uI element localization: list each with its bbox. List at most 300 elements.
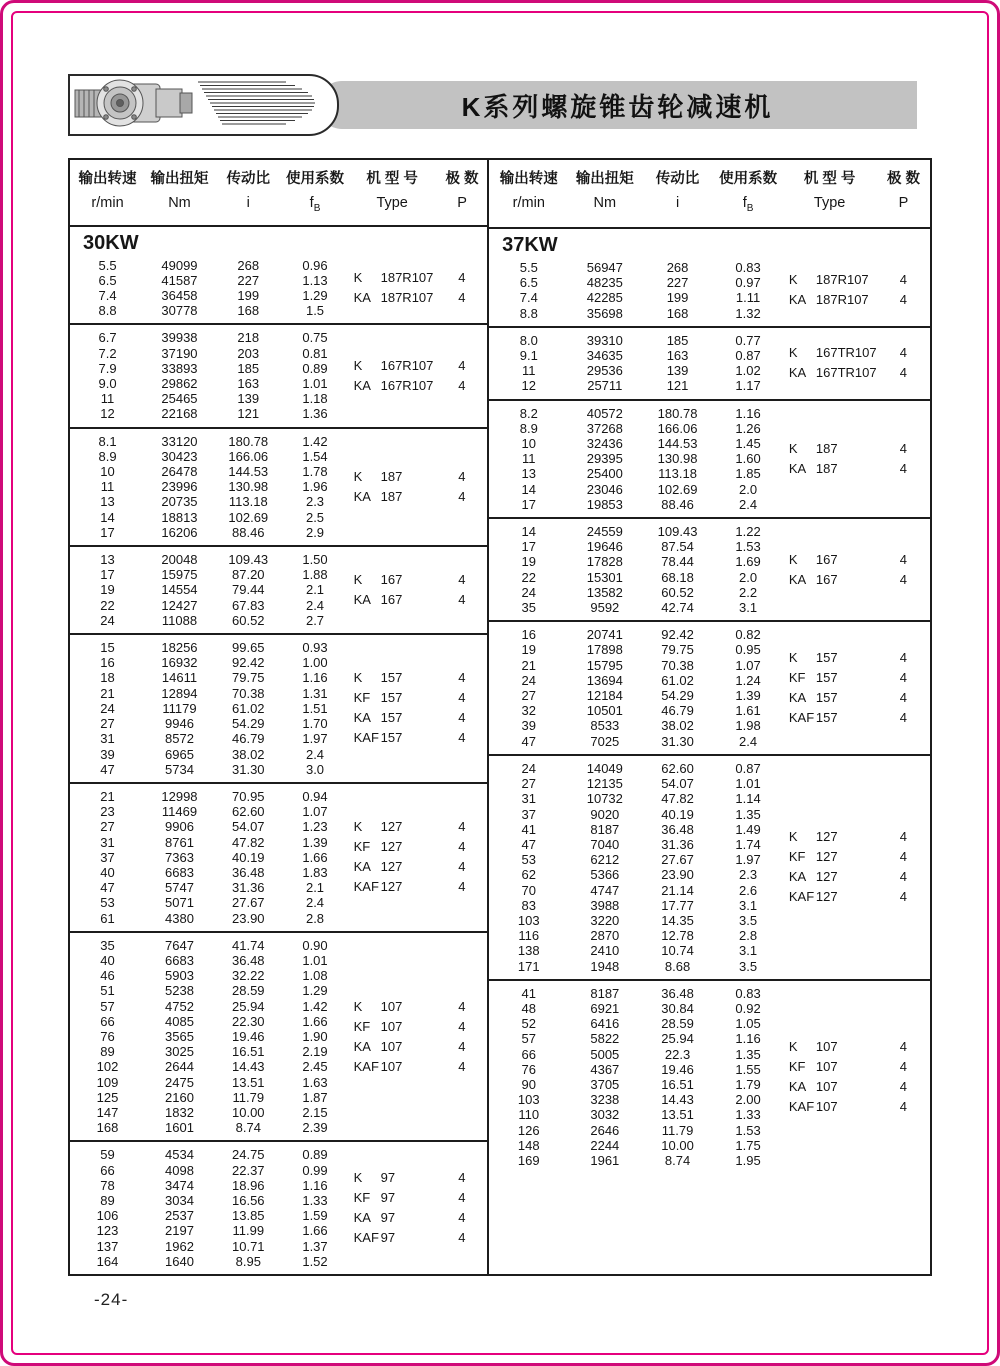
factor-cell: 1.83: [302, 864, 328, 880]
type-row: [347, 688, 487, 708]
col-ratio-cn: 传动比: [655, 171, 700, 187]
torque-cell: 2644: [165, 1059, 194, 1075]
poles-cell: 4: [899, 829, 907, 845]
speed-cell: 53: [521, 852, 536, 868]
ratio-cell: 199: [237, 288, 260, 304]
speed-cell: 89: [100, 1044, 115, 1060]
poles-cell: 4: [899, 710, 907, 726]
ratio-cell: 227: [237, 272, 260, 288]
torque-cell: 56947: [586, 260, 623, 275]
type-block: [782, 343, 930, 383]
model-cell: [347, 688, 436, 708]
ratio-cell: 19.46: [232, 1028, 265, 1044]
speed-cell: 61: [100, 910, 115, 926]
model-prefix: KF: [353, 1190, 371, 1206]
speed-cell: 5.5: [519, 260, 538, 275]
torque-cell: 2160: [165, 1089, 194, 1105]
type-row: [782, 867, 930, 887]
table-body-30kw: [70, 227, 487, 1274]
speed-cell: 48: [521, 1000, 536, 1016]
col-speed-unit: r/min: [512, 195, 545, 211]
factor-cell: 1.79: [735, 1076, 761, 1092]
table-row: [70, 525, 487, 540]
spec-section: [70, 323, 487, 426]
model-cell: [782, 550, 877, 570]
model-size: 127: [815, 829, 838, 845]
speed-cell: 66: [100, 1013, 115, 1029]
col-poles-unit: P: [898, 195, 909, 211]
torque-cell: 5005: [590, 1046, 620, 1062]
model-cell: [347, 1168, 436, 1188]
speed-cell: 22: [100, 597, 115, 613]
factor-cell: 3.0: [305, 761, 325, 777]
model-size: 107: [815, 1038, 838, 1054]
model-size: 157: [380, 690, 403, 706]
factor-cell: 1.16: [735, 1031, 761, 1047]
poles-cell: 4: [899, 1038, 907, 1054]
speed-cell: 110: [518, 1107, 540, 1123]
factor-cell: 1.01: [302, 376, 328, 392]
torque-cell: 1961: [590, 1152, 620, 1168]
torque-cell: 14554: [161, 582, 198, 598]
speed-cell: 109: [96, 1074, 119, 1090]
type-row: [782, 363, 930, 383]
model-size: 107: [380, 1018, 403, 1034]
factor-cell: 1.33: [302, 1192, 328, 1208]
torque-cell: 10732: [586, 791, 623, 807]
factor-cell: 2.5: [305, 509, 325, 525]
ratio-cell: 61.02: [661, 672, 694, 688]
ratio-cell: 163: [666, 348, 689, 364]
speed-cell: 15: [100, 640, 115, 656]
speed-cell: 8.9: [98, 448, 117, 464]
speed-cell: 57: [100, 998, 115, 1014]
table-37kw: [487, 160, 930, 1274]
speed-cell: 52: [521, 1016, 536, 1032]
type-row: [782, 648, 930, 668]
model-cell: [347, 708, 436, 728]
speed-cell: 24: [100, 700, 115, 716]
model-prefix: KA: [353, 592, 371, 608]
model-size: 157: [815, 670, 838, 686]
torque-cell: 5366: [590, 867, 620, 883]
speed-cell: 7.4: [98, 288, 117, 304]
type-row: [782, 1037, 930, 1057]
ratio-cell: 28.59: [232, 983, 265, 999]
torque-cell: 5238: [165, 983, 194, 999]
table-row: [70, 613, 487, 628]
factor-cell: 2.3: [305, 494, 325, 510]
type-block: [347, 1168, 487, 1248]
torque-cell: 29395: [586, 451, 623, 467]
model-size: 127: [380, 859, 403, 875]
poles-cell: 4: [458, 358, 466, 374]
speed-cell: 40: [100, 864, 115, 880]
ratio-cell: 21.14: [661, 882, 694, 898]
poles-cell: 4: [899, 650, 907, 666]
table-row: [70, 449, 487, 464]
ratio-cell: 60.52: [661, 584, 694, 600]
model-prefix: KA: [353, 1210, 371, 1226]
ratio-cell: 8.68: [664, 958, 691, 974]
product-image-box: [68, 74, 339, 136]
speed-cell: 39: [100, 746, 115, 762]
speed-cell: 19: [521, 642, 536, 658]
speed-cell: 66: [100, 1162, 115, 1178]
factor-cell: 1.51: [302, 700, 328, 716]
speed-cell: 47: [100, 761, 115, 777]
spec-section: [70, 427, 487, 545]
speed-cell: 8.0: [519, 332, 538, 348]
model-cell: [782, 290, 877, 310]
model-cell: [782, 459, 877, 479]
ratio-cell: 25.94: [232, 998, 265, 1014]
torque-cell: 25465: [161, 391, 198, 407]
model-cell: [347, 487, 436, 507]
table-row: [489, 959, 930, 974]
factor-cell: 0.92: [735, 1000, 761, 1016]
col-type-cn: 机 型 号: [366, 171, 418, 187]
factor-cell: 1.60: [735, 451, 761, 467]
model-prefix: KA: [353, 378, 371, 394]
model-prefix: K: [788, 829, 798, 845]
table-row: [489, 761, 930, 776]
factor-cell: 1.55: [735, 1061, 761, 1077]
torque-cell: 18256: [161, 640, 198, 656]
model-prefix: KA: [353, 859, 371, 875]
torque-cell: 37190: [161, 345, 198, 361]
page-header: [68, 74, 932, 136]
table-row: [489, 913, 930, 928]
speed-cell: 27: [521, 688, 536, 704]
speed-cell: 7.2: [98, 345, 117, 361]
factor-cell: 1.63: [302, 1074, 328, 1090]
ratio-cell: 54.07: [232, 819, 265, 835]
speed-cell: 31: [100, 834, 115, 850]
torque-cell: 4085: [165, 1013, 194, 1029]
type-row: [347, 1188, 487, 1208]
model-cell: [347, 1057, 436, 1077]
factor-cell: 0.96: [302, 257, 328, 273]
poles-cell: 4: [458, 290, 466, 306]
ratio-cell: 130.98: [228, 479, 269, 495]
factor-cell: 1.37: [302, 1238, 328, 1254]
factor-cell: 2.8: [739, 928, 758, 944]
poles-cell: 4: [458, 1210, 466, 1226]
torque-cell: 3474: [165, 1177, 194, 1193]
torque-cell: 2870: [590, 928, 620, 944]
factor-cell: 1.53: [735, 539, 761, 555]
ratio-cell: 12.78: [661, 928, 694, 944]
ratio-cell: 109.43: [657, 524, 698, 540]
ratio-cell: 23.90: [661, 867, 694, 883]
speed-cell: 76: [521, 1061, 536, 1077]
torque-cell: 22168: [161, 406, 198, 422]
col-torque-cn: 输出扭矩: [150, 171, 209, 187]
model-cell: [347, 1228, 436, 1248]
table-row: [489, 524, 930, 539]
ratio-cell: 70.38: [232, 685, 265, 701]
model-cell: [782, 847, 877, 867]
ratio-cell: 113.18: [658, 466, 697, 482]
type-row: [347, 487, 487, 507]
speed-cell: 17: [100, 567, 115, 583]
model-cell: [347, 817, 436, 837]
model-cell: [782, 668, 877, 688]
speed-cell: 9.1: [519, 348, 538, 364]
ratio-cell: 218: [237, 330, 260, 346]
speed-cell: 62: [521, 867, 536, 883]
table-row: [70, 911, 487, 926]
model-prefix: K: [788, 345, 798, 361]
factor-cell: 0.83: [735, 985, 761, 1001]
factor-cell: 0.81: [302, 345, 328, 361]
col-poles-cn: 极 数: [886, 171, 920, 187]
torque-cell: 5822: [590, 1031, 620, 1047]
torque-cell: 2475: [165, 1074, 194, 1090]
factor-cell: 1.85: [735, 466, 761, 482]
table-row: [70, 747, 487, 762]
page-title: K系列螺旋锥齿轮减速机: [461, 91, 774, 122]
torque-cell: 8761: [165, 834, 194, 850]
factor-cell: 1.42: [302, 998, 328, 1014]
factor-cell: 2.9: [305, 524, 325, 540]
poles-cell: 4: [899, 1098, 907, 1114]
model-prefix: KF: [788, 849, 806, 865]
model-prefix: KF: [788, 1058, 806, 1074]
speed-cell: 22: [521, 569, 536, 585]
poles-cell: 4: [458, 572, 466, 588]
poles-cell: 4: [458, 839, 466, 855]
ratio-cell: 8.95: [235, 1253, 261, 1269]
speed-cell: 164: [96, 1253, 119, 1269]
torque-cell: 7363: [165, 849, 194, 865]
model-prefix: KAF: [788, 710, 815, 726]
torque-cell: 1601: [165, 1120, 194, 1136]
model-size: 127: [815, 889, 838, 905]
col-speed-cn: 输出转速: [499, 171, 558, 187]
factor-cell: 0.97: [735, 275, 761, 291]
speed-cell: 7.4: [519, 290, 538, 306]
speed-cell: 78: [100, 1177, 115, 1193]
model-cell: [347, 356, 436, 376]
poles-cell: 4: [458, 670, 466, 686]
poles-cell: 4: [458, 270, 466, 286]
model-cell: [782, 363, 877, 383]
spec-section: [489, 255, 930, 326]
model-cell: [782, 648, 877, 668]
factor-cell: 2.1: [305, 880, 325, 896]
speed-cell: 27: [521, 776, 536, 792]
table-row: [70, 434, 487, 449]
speed-cell: 23: [100, 804, 115, 820]
torque-cell: 3034: [165, 1192, 194, 1208]
ratio-cell: 102.69: [228, 509, 269, 525]
torque-cell: 17828: [586, 554, 623, 570]
speed-cell: 83: [521, 897, 536, 913]
factor-cell: 1.29: [302, 983, 328, 999]
poles-cell: 4: [458, 859, 466, 875]
model-prefix: K: [788, 551, 798, 567]
speed-cell: 53: [100, 895, 115, 911]
ratio-cell: 102.69: [657, 481, 698, 497]
ratio-cell: 163: [237, 376, 260, 392]
poles-cell: 4: [899, 345, 907, 361]
table-row: [70, 1075, 487, 1090]
model-prefix: K: [353, 1170, 363, 1186]
table-row: [70, 1147, 487, 1162]
speed-cell: 14: [521, 481, 536, 497]
model-size: 107: [815, 1078, 838, 1094]
model-cell: [782, 827, 877, 847]
type-row: [347, 1228, 487, 1248]
ratio-cell: 168: [237, 303, 260, 319]
model-size: 157: [815, 690, 838, 706]
col-ratio-unit: i: [246, 195, 250, 211]
ratio-cell: 130.98: [657, 451, 698, 467]
factor-cell: 1.22: [735, 524, 761, 540]
ratio-cell: 36.48: [232, 952, 265, 968]
speed-cell: 32: [521, 703, 536, 719]
model-cell: [782, 688, 877, 708]
torque-cell: 5903: [165, 968, 194, 984]
spec-section: [489, 979, 930, 1173]
torque-cell: 35698: [586, 305, 623, 321]
model-size: 127: [815, 849, 838, 865]
factor-cell: 1.88: [302, 567, 328, 583]
factor-cell: 1.02: [735, 363, 761, 379]
factor-cell: 1.29: [302, 288, 328, 304]
model-cell: [782, 439, 877, 459]
speed-cell: 147: [96, 1104, 119, 1120]
factor-cell: 1.07: [302, 804, 328, 820]
speed-cell: 37: [521, 806, 536, 822]
ratio-cell: 144.53: [228, 464, 269, 480]
factor-cell: 1.70: [302, 716, 328, 732]
ratio-cell: 30.84: [661, 1000, 694, 1016]
model-size: 107: [380, 1038, 403, 1054]
torque-cell: 39938: [161, 330, 198, 346]
torque-cell: 12427: [161, 597, 198, 613]
ratio-cell: 54.07: [661, 776, 694, 792]
type-row: [782, 887, 930, 907]
model-prefix: KA: [788, 292, 807, 308]
factor-cell: 0.89: [302, 1147, 328, 1163]
poles-cell: 4: [458, 819, 466, 835]
col-speed-cn: 输出转速: [78, 171, 137, 187]
poles-cell: 4: [458, 1038, 466, 1054]
speed-cell: 8.8: [98, 303, 117, 319]
factor-cell: 0.95: [735, 642, 761, 658]
model-size: 187: [380, 468, 403, 484]
factor-cell: 1.75: [735, 1137, 761, 1153]
col-ratio-cn: 传动比: [226, 171, 271, 187]
poles-cell: 4: [899, 1078, 907, 1094]
poles-cell: 4: [899, 889, 907, 905]
ratio-cell: 144.53: [657, 436, 698, 452]
factor-cell: 2.7: [305, 612, 325, 628]
table-row: [489, 600, 930, 615]
speed-cell: 11: [522, 451, 536, 467]
model-size: 127: [380, 839, 403, 855]
factor-cell: 0.94: [302, 788, 328, 804]
speed-cell: 16: [100, 655, 115, 671]
factor-cell: 0.89: [302, 360, 328, 376]
ratio-cell: 40.19: [232, 849, 265, 865]
speed-cell: 12: [100, 406, 115, 422]
speed-cell: 31: [521, 791, 536, 807]
speed-cell: 18: [100, 670, 115, 686]
poles-cell: 4: [899, 292, 907, 308]
poles-cell: 4: [899, 690, 907, 706]
speed-cell: 106: [96, 1208, 119, 1224]
factor-cell: 1.26: [735, 420, 761, 436]
ratio-cell: 180.78: [228, 433, 269, 449]
model-size: 187: [380, 488, 403, 504]
type-block: [347, 997, 487, 1077]
torque-cell: 1832: [165, 1104, 194, 1120]
model-prefix: KA: [788, 571, 807, 587]
model-prefix: K: [353, 270, 363, 286]
model-size: 97: [380, 1170, 396, 1186]
table-row: [489, 1123, 930, 1138]
speed-cell: 35: [521, 600, 536, 616]
torque-cell: 6212: [590, 852, 620, 868]
factor-cell: 1.33: [735, 1107, 761, 1123]
model-prefix: KA: [353, 290, 371, 306]
factor-cell: 3.5: [739, 958, 758, 974]
ratio-cell: 13.51: [661, 1107, 694, 1123]
model-cell: [347, 1208, 436, 1228]
type-row: [782, 1057, 930, 1077]
col-type-unit: Type: [813, 195, 846, 211]
spec-section: [70, 545, 487, 633]
factor-cell: 0.99: [302, 1162, 328, 1178]
poles-cell: 4: [458, 1230, 466, 1246]
ratio-cell: 79.75: [661, 642, 694, 658]
ratio-cell: 10.71: [232, 1238, 265, 1254]
ratio-cell: 180.78: [657, 405, 698, 421]
model-size: 167: [815, 551, 838, 567]
model-cell: [782, 343, 877, 363]
type-block: [782, 648, 930, 728]
factor-cell: 1.69: [735, 554, 761, 570]
torque-cell: 33893: [161, 360, 198, 376]
ratio-cell: 166.06: [657, 420, 698, 436]
torque-cell: 2410: [590, 943, 620, 959]
model-cell: [347, 1017, 436, 1037]
factor-cell: 1.11: [735, 290, 761, 306]
factor-cell: 1.05: [735, 1016, 761, 1032]
torque-cell: 29536: [586, 363, 623, 379]
torque-cell: 8187: [590, 985, 620, 1001]
poles-cell: 4: [458, 1058, 466, 1074]
torque-cell: 8572: [165, 731, 194, 747]
torque-cell: 49099: [161, 257, 198, 273]
type-row: [347, 590, 487, 610]
table-row: [489, 1153, 930, 1168]
factor-cell: 1.24: [735, 672, 761, 688]
speed-cell: 14: [521, 524, 536, 540]
factor-cell: 0.90: [302, 937, 328, 953]
factor-cell: 1.35: [735, 1046, 761, 1062]
model-prefix: KF: [353, 1018, 371, 1034]
torque-cell: 1948: [590, 958, 620, 974]
factor-cell: 1.78: [302, 464, 328, 480]
poles-cell: 4: [899, 365, 907, 381]
torque-cell: 6683: [165, 952, 194, 968]
type-row: [782, 827, 930, 847]
